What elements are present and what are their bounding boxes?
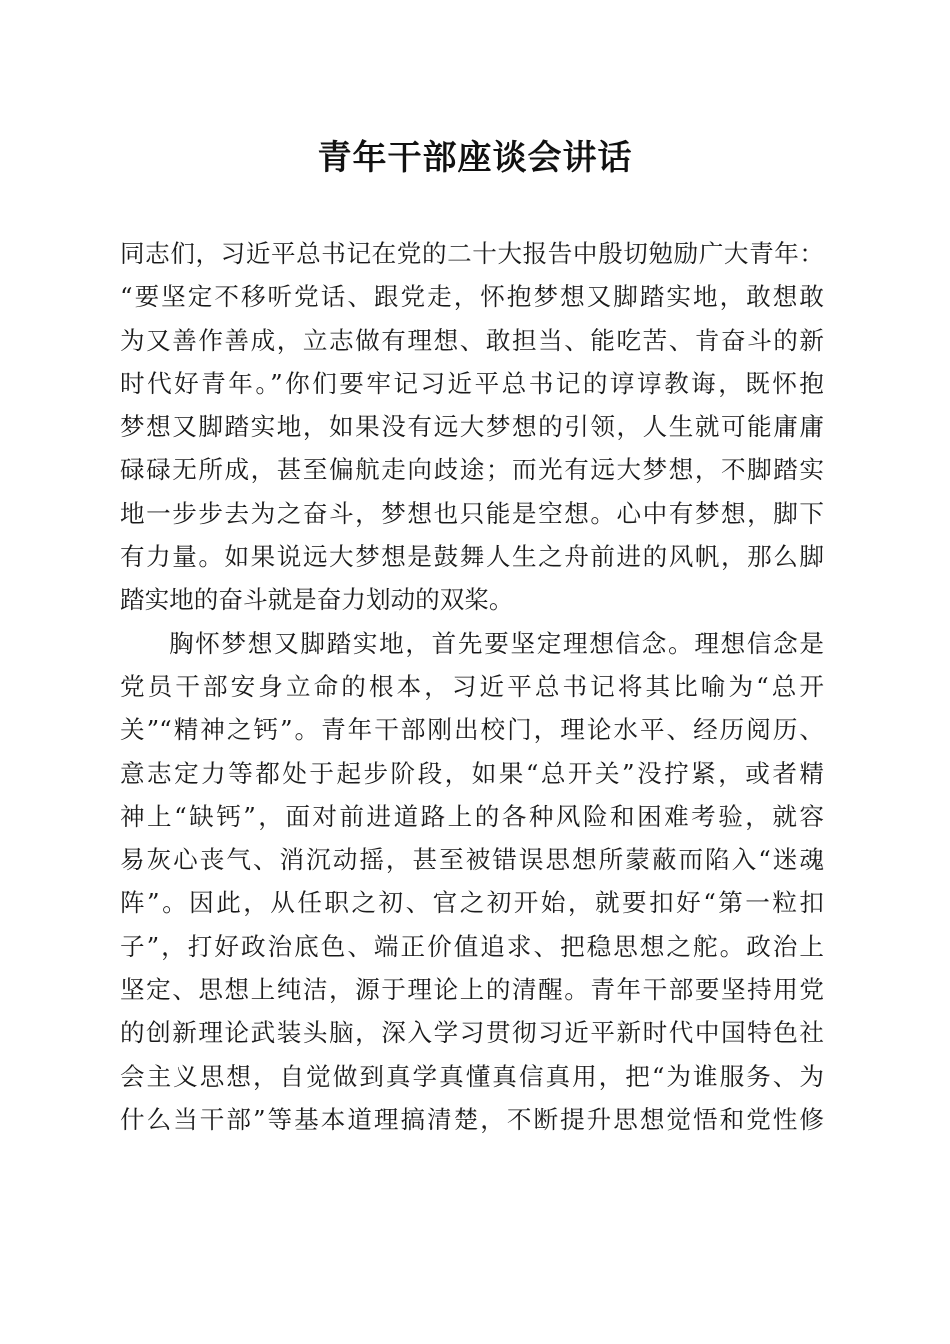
paragraph-2-line-12: 什么当干部”等基本道理搞清楚，不断提升思想觉悟和党性修 [120,1104,824,1134]
paragraph-1-line-5: 梦想又脚踏实地，如果没有远大梦想的引领，人生就可能庸庸 [120,412,824,442]
paragraph-2-line-3: 关”“精神之钙”。青年干部刚出校门，理论水平、经历阅历、 [120,715,824,745]
paragraph-2-line-2: 党员干部安身立命的根本，习近平总书记将其比喻为“总开 [120,671,824,701]
paragraph-1-line-8: 有力量。如果说远大梦想是鼓舞人生之舟前进的风帆，那么脚 [120,542,824,572]
document-body [120,232,824,1141]
paragraph-1-line-7: 地一步步去为之奋斗，梦想也只能是空想。心中有梦想，脚下 [120,498,824,528]
paragraph-2-line-8: 子”，打好政治底色、端正价值追求、把稳思想之舵。政治上 [120,931,824,961]
paragraph-2-line-4: 意志定力等都处于起步阶段，如果“总开关”没拧紧，或者精 [120,758,824,788]
paragraph-2-line-1: 胸怀梦想又脚踏实地，首先要坚定理想信念。理想信念是 [169,628,824,658]
paragraph-1-line-4: 时代好青年。”你们要牢记习近平总书记的谆谆教诲，既怀抱 [120,368,824,398]
paragraph-2-line-7: 阵”。因此，从任职之初、官之初开始，就要扣好“第一粒扣 [120,888,824,918]
paragraph-2-line-9: 坚定、思想上纯洁，源于理论上的清醒。青年干部要坚持用党 [120,975,824,1005]
paragraph-1-line-9: 踏实地的奋斗就是奋力划动的双桨。 [120,585,514,615]
paragraph-1-line-2: “要坚定不移听党话、跟党走，怀抱梦想又脚踏实地，敢想敢 [120,282,824,312]
paragraph-2-line-11: 会主义思想，自觉做到真学真懂真信真用，把“为谁服务、为 [120,1061,824,1091]
paragraph-1-line-3: 为又善作善成，立志做有理想、敢担当、能吃苦、肯奋斗的新 [120,325,824,355]
paragraph-2-line-6: 易灰心丧气、消沉动摇，甚至被错误思想所蒙蔽而陷入“迷魂 [120,845,824,875]
document-title: 青年干部座谈会讲话 [317,138,633,178]
paragraph-2-line-5: 神上“缺钙”，面对前进道路上的各种风险和困难考验，就容 [120,801,824,831]
paragraph-2-line-10: 的创新理论武装头脑，深入学习贯彻习近平新时代中国特色社 [120,1018,824,1048]
paragraph-1-line-1: 同志们，习近平总书记在党的二十大报告中殷切勉励广大青年： [120,239,824,268]
paragraph-1-line-6: 碌碌无所成，甚至偏航走向歧途；而光有远大梦想，不脚踏实 [120,455,824,485]
